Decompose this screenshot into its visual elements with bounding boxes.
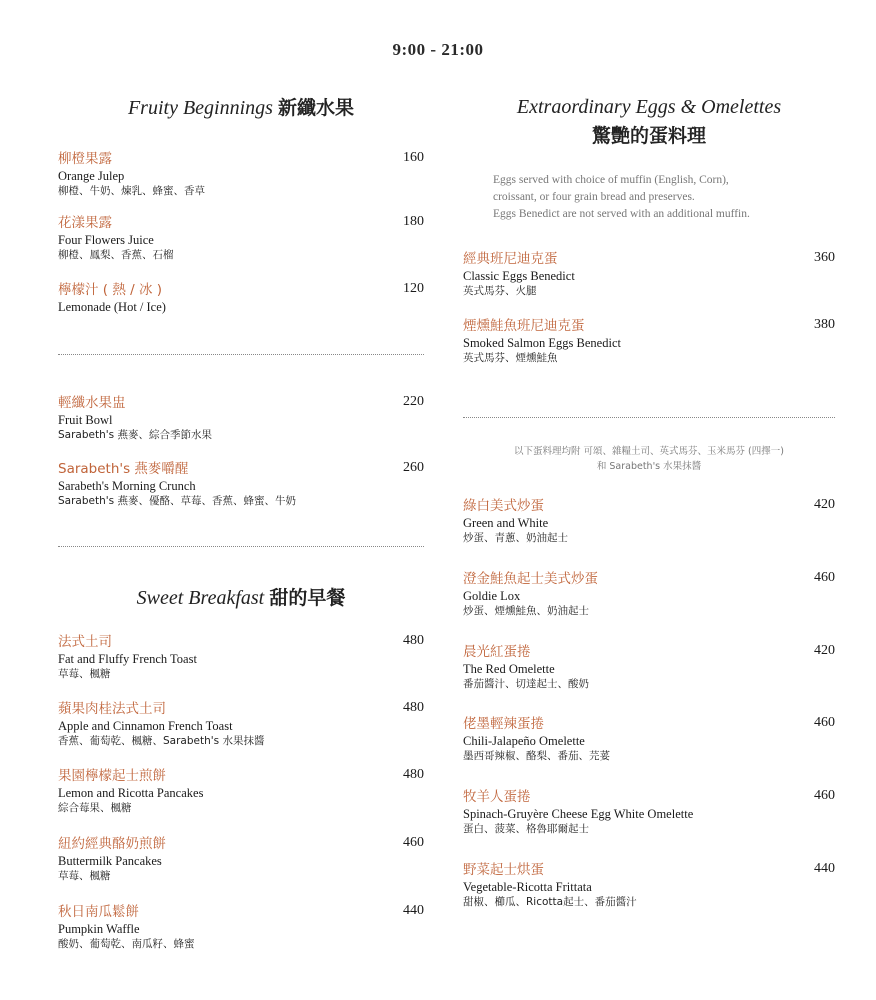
item-name-zh: 晨光紅蛋捲 [463, 644, 531, 660]
item-name-en: Goldie Lox [463, 589, 521, 603]
eggs-note-line: croissant, or four grain bread and preserves. [493, 191, 695, 203]
menu-item [58, 281, 424, 315]
item-price: 440 [814, 861, 835, 876]
item-name-zh: 澄金鮭魚起士美式炒蛋 [463, 571, 598, 587]
item-description: 英式馬芬、煙燻鮭魚 [463, 352, 558, 364]
fruity-beginnings-title [58, 93, 424, 120]
menu-item [463, 250, 835, 298]
omelettes-note-line: 和 Sarabeth's 水果抹醬 [596, 461, 702, 472]
eggs-note-line: Eggs Benedict are not served with an additional muffin. [493, 208, 750, 220]
dotted-divider [58, 354, 424, 355]
item-description: 香蕉、葡萄乾、楓糖、Sarabeth's 水果抹醬 [58, 735, 265, 747]
item-name-en: Fat and Fluffy French Toast [58, 652, 197, 666]
item-name-zh: 檸檬汁 ( 熱 / 冰 ) [58, 282, 163, 298]
dotted-divider [463, 417, 835, 418]
item-name-en: Smoked Salmon Eggs Benedict [463, 336, 621, 350]
menu-item [58, 214, 424, 262]
item-name-zh: 野菜起士烘蛋 [463, 862, 544, 878]
menu-item [58, 903, 424, 951]
item-name-en: Apple and Cinnamon French Toast [58, 719, 233, 733]
item-name-zh: 果園檸檬起士煎餅 [58, 768, 166, 784]
item-price: 460 [814, 570, 835, 585]
item-name-en: Orange Julep [58, 169, 125, 183]
section-title-zh: 甜的早餐 [269, 587, 346, 609]
eggs-note-line: Eggs served with choice of muffin (English, Corn), [493, 174, 729, 186]
section-title-zh: 新纖水果 [278, 97, 355, 119]
dotted-divider [58, 546, 424, 547]
item-name-zh: 綠白美式炒蛋 [463, 498, 544, 514]
menu-item [463, 788, 835, 836]
item-name-en: Buttermilk Pancakes [58, 854, 162, 868]
item-price: 220 [403, 394, 424, 409]
item-price: 360 [814, 250, 835, 265]
item-price: 380 [814, 317, 835, 332]
item-name-zh: 煙燻鮭魚班尼迪克蛋 [463, 318, 585, 334]
item-name-zh: Sarabeth's 燕麥嚼醒 [58, 461, 189, 477]
item-name-en: Fruit Bowl [58, 413, 113, 427]
menu-item [58, 150, 424, 198]
menu-item [463, 861, 835, 909]
item-price: 460 [814, 788, 835, 803]
omelettes-note [463, 444, 835, 474]
item-name-en: Green and White [463, 516, 549, 530]
opening-hours: 9:00 - 21:00 [392, 40, 484, 59]
menu-item [58, 835, 424, 883]
item-name-en: Pumpkin Waffle [58, 922, 140, 936]
menu-item [463, 317, 835, 365]
section-title-zh: 驚艷的蛋料理 [591, 125, 706, 147]
item-name-en: Four Flowers Juice [58, 233, 154, 247]
item-name-zh: 經典班尼迪克蛋 [463, 251, 558, 267]
item-price: 420 [814, 643, 835, 658]
item-name-zh: 蘋果肉桂法式土司 [58, 701, 166, 717]
item-price: 460 [814, 715, 835, 730]
item-name-en: Chili-Jalapeño Omelette [463, 734, 585, 748]
item-name-en: Lemon and Ricotta Pancakes [58, 786, 204, 800]
item-name-en: Classic Eggs Benedict [463, 269, 575, 283]
menu-item [58, 394, 424, 442]
item-description: 炒蛋、青蔥、奶油起士 [463, 532, 568, 544]
item-name-zh: 紐約經典酪奶煎餅 [58, 836, 166, 852]
item-name-zh: 花漾果露 [58, 215, 112, 231]
section-title-script: Fruity Beginnings [127, 97, 273, 119]
item-price: 120 [403, 281, 424, 296]
item-description: 甜椒、櫛瓜、Ricotta起士、番茄醬汁 [463, 896, 637, 908]
item-description: 草莓、楓糖 [58, 870, 111, 882]
item-price: 420 [814, 497, 835, 512]
menu-item [58, 633, 424, 681]
menu-item [463, 643, 835, 691]
menu-item [58, 460, 424, 508]
menu-item [58, 767, 424, 815]
item-description: 英式馬芬、火腿 [463, 285, 537, 297]
item-price: 480 [403, 700, 424, 715]
item-price: 440 [403, 903, 424, 918]
item-price: 160 [403, 150, 424, 165]
sweet-breakfast-title [58, 583, 424, 610]
item-description: 炒蛋、煙燻鮭魚、奶油起士 [463, 605, 589, 617]
omelettes-note-line: 以下蛋料理均附 可頌、雜糧土司、英式馬芬、玉米馬芬 (四擇一) [514, 446, 784, 457]
item-name-en: Lemonade (Hot / Ice) [58, 300, 166, 314]
eggs-omelettes-title [463, 96, 835, 148]
item-name-zh: 輕纖水果盅 [58, 395, 126, 411]
item-description: 柳橙、牛奶、煉乳、蜂蜜、香草 [58, 185, 205, 197]
item-price: 260 [403, 460, 424, 475]
section-title-script: Extraordinary Eggs & Omelettes [516, 96, 782, 118]
eggs-note [493, 172, 823, 223]
item-description: Sarabeth's 燕麥、優酪、草莓、香蕉、蜂蜜、牛奶 [58, 495, 296, 507]
item-name-zh: 佬墨輕辣蛋捲 [463, 716, 544, 732]
item-name-en: Vegetable-Ricotta Frittata [463, 880, 592, 894]
item-name-zh: 法式土司 [58, 634, 112, 650]
item-price: 480 [403, 633, 424, 648]
menu-item [463, 497, 835, 545]
item-name-en: The Red Omelette [463, 662, 555, 676]
item-price: 480 [403, 767, 424, 782]
item-price: 460 [403, 835, 424, 850]
section-title-script: Sweet Breakfast [136, 587, 265, 609]
item-description: Sarabeth's 燕麥、綜合季節水果 [58, 429, 212, 441]
item-description: 蛋白、菠菜、格魯耶爾起士 [463, 823, 589, 835]
menu-item [463, 570, 835, 618]
item-description: 草莓、楓糖 [58, 668, 111, 680]
item-description: 番茄醬汁、切達起士、酸奶 [463, 678, 589, 690]
menu-item [463, 715, 835, 763]
item-price: 180 [403, 214, 424, 229]
item-name-zh: 秋日南瓜鬆餅 [58, 904, 139, 920]
item-name-en: Sarabeth's Morning Crunch [58, 479, 196, 493]
item-description: 墨西哥辣椒、酪梨、番茄、芫荽 [463, 750, 610, 762]
item-name-en: Spinach-Gruyère Cheese Egg White Omelette [463, 807, 694, 821]
item-description: 綜合莓果、楓糖 [58, 802, 132, 814]
item-description: 酸奶、葡萄乾、南瓜籽、蜂蜜 [58, 938, 195, 950]
item-name-zh: 牧羊人蛋捲 [463, 789, 531, 805]
item-name-zh: 柳橙果露 [58, 151, 112, 167]
item-description: 柳橙、鳳梨、香蕉、石榴 [58, 249, 174, 261]
menu-item [58, 700, 424, 748]
